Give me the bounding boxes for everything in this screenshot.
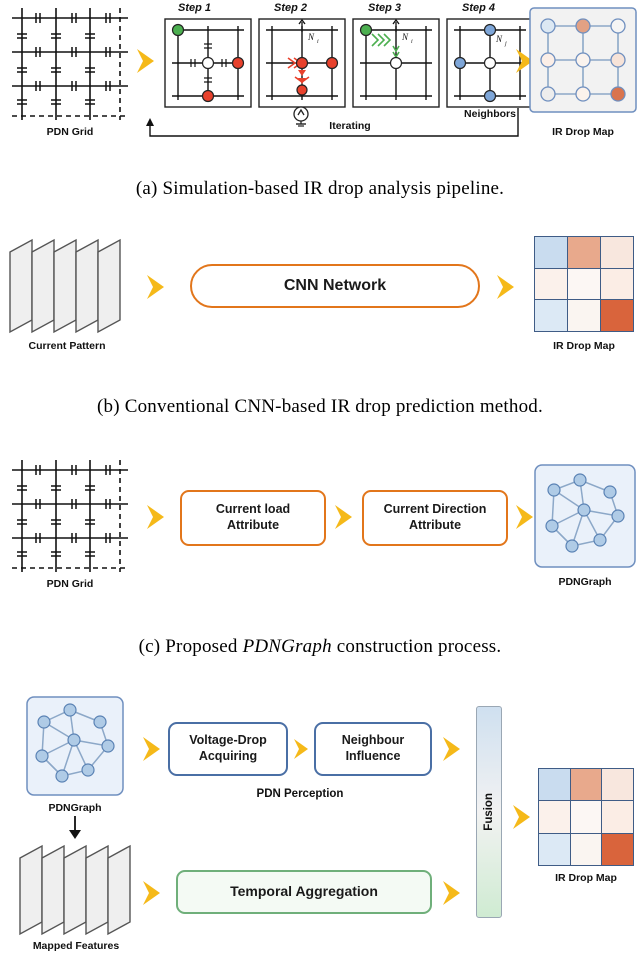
ir-drop-map-a-label: IR Drop Map [552, 126, 614, 138]
ir-drop-map-d-label: IR Drop Map [555, 872, 617, 884]
arrow-chevron [146, 504, 168, 530]
pdn-perception-label: PDN Perception [256, 788, 344, 800]
step-2-label: Step 2 [274, 2, 308, 14]
fusion-bar [476, 706, 502, 918]
heat-cell [601, 237, 633, 268]
current-load-attribute-line1: Current load [215, 502, 291, 517]
ir-drop-map-b-label: IR Drop Map [553, 340, 615, 352]
arrow-chevron-small [293, 738, 311, 760]
current-pattern-stack [6, 236, 126, 336]
pdn-grid-c [6, 456, 134, 574]
arrow-chevron [512, 804, 534, 830]
current-load-attribute-line2: Attribute [226, 518, 280, 532]
heat-cell [602, 801, 633, 832]
heat-cell [568, 237, 600, 268]
heat-cell [602, 769, 633, 800]
step-3-label: Step 3 [368, 2, 402, 14]
pdn-grid-a-label: PDN Grid [46, 126, 94, 138]
caption-c-prefix: (c) Proposed [138, 636, 243, 657]
arrow-chevron [142, 736, 164, 762]
arrow-chevron [442, 736, 464, 762]
heat-cell [539, 834, 570, 865]
caption-c-suffix: construction process. [331, 636, 502, 657]
caption-b: (b) Conventional CNN-based IR drop prediction method. [97, 396, 543, 417]
step-3-panel [352, 18, 440, 108]
voltage-drop-line2: Acquiring [198, 749, 258, 763]
arrow-chevron [146, 274, 168, 300]
heat-cell [571, 834, 602, 865]
current-direction-attribute-box[interactable] [362, 490, 508, 546]
caption-a: (a) Simulation-based IR drop analysis pipeline. [135, 178, 505, 199]
step-1-panel [164, 18, 252, 108]
current-load-attribute-box[interactable] [180, 490, 326, 546]
arrow-chevron [142, 880, 164, 906]
voltage-drop-acquiring-box[interactable] [168, 722, 288, 776]
panel-c [0, 448, 640, 608]
pdngraph-c [534, 464, 636, 568]
pdn-grid-a [6, 4, 134, 122]
heat-cell [571, 769, 602, 800]
heat-cell [568, 269, 600, 300]
current-direction-attribute-line2: Attribute [408, 518, 462, 532]
down-arrow-icon [66, 816, 84, 840]
mapped-features-label: Mapped Features [32, 940, 120, 952]
caption-c-italic: PDNGraph [242, 636, 332, 657]
svg-text:N: N [402, 32, 409, 42]
arrow-chevron [334, 504, 356, 530]
svg-text:i: i [411, 39, 413, 45]
neighbour-influence-line1: Neighbour [341, 733, 405, 748]
neighbors-label: Neighbors [464, 108, 516, 120]
ir-drop-map-d [538, 768, 634, 866]
neighbour-influence-line2: Influence [345, 749, 401, 763]
iterating-label: Iterating [329, 120, 371, 132]
pdngraph-d [26, 696, 124, 796]
heat-cell [535, 300, 567, 331]
cnn-network-box[interactable]: CNN Network [190, 264, 480, 308]
heat-cell [568, 300, 600, 331]
ir-drop-map-a [528, 6, 638, 118]
heat-cell [539, 769, 570, 800]
arrow-chevron [496, 274, 518, 300]
svg-text:i: i [317, 39, 319, 45]
svg-text:j: j [505, 41, 507, 47]
step-4-label: Step 4 [462, 2, 496, 14]
heat-cell [571, 801, 602, 832]
step-2-panel [258, 18, 346, 108]
panel-d [0, 684, 640, 970]
neighbour-influence-box[interactable] [314, 722, 432, 776]
heat-cell [601, 300, 633, 331]
svg-text:N: N [496, 34, 503, 44]
voltage-drop-line1: Voltage-Drop [189, 733, 267, 748]
fusion-label: Fusion [483, 793, 495, 831]
pdn-grid-c-label: PDN Grid [46, 578, 94, 590]
caption-c [0, 636, 640, 658]
svg-text:N: N [308, 32, 315, 42]
heat-cell [601, 269, 633, 300]
pdngraph-c-label: PDNGraph [558, 576, 612, 588]
current-pattern-label: Current Pattern [28, 340, 106, 352]
step-1-label: Step 1 [178, 2, 212, 14]
panel-a [0, 0, 640, 160]
heat-cell [535, 269, 567, 300]
panel-b [0, 228, 640, 358]
heat-cell [539, 801, 570, 832]
arrow-chevron [136, 48, 158, 74]
heat-cell [535, 237, 567, 268]
ir-drop-map-b [534, 236, 634, 332]
arrow-chevron [442, 880, 464, 906]
current-direction-attribute-line1: Current Direction [383, 502, 487, 517]
mapped-features-stack [16, 842, 136, 938]
heat-cell [602, 834, 633, 865]
temporal-aggregation-box[interactable]: Temporal Aggregation [176, 870, 432, 914]
pdngraph-d-label: PDNGraph [48, 802, 102, 814]
